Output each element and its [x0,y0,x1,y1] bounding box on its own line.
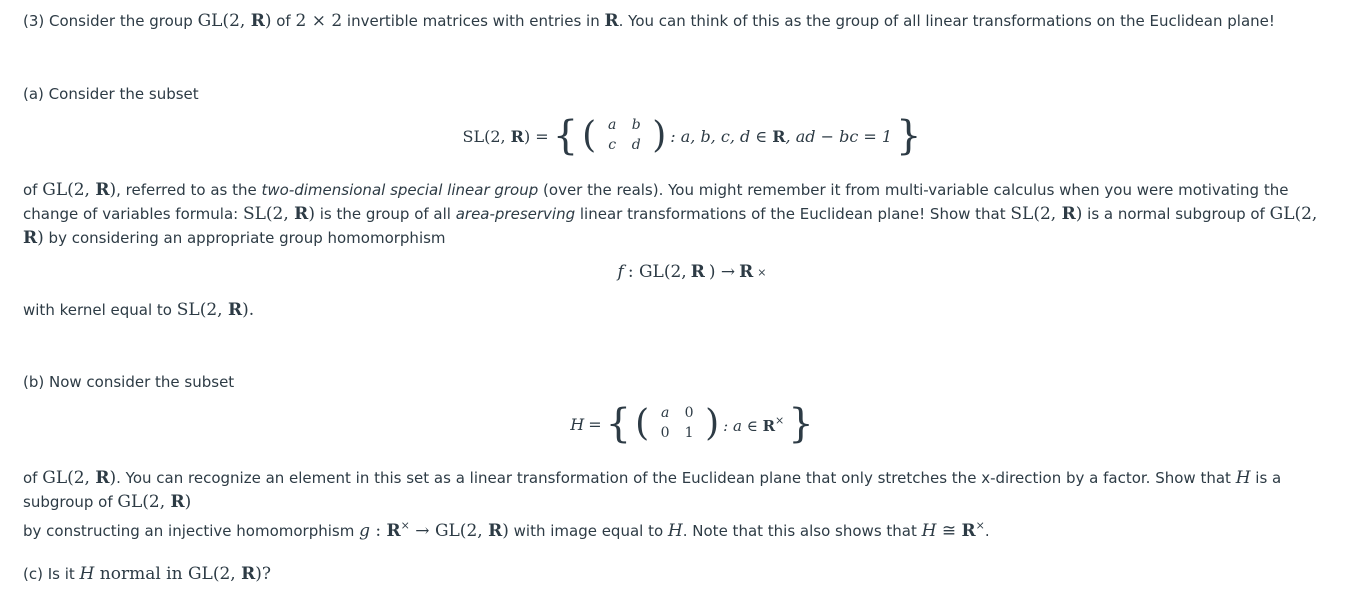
part-b-heading: (b) Now consider the subset [23,373,235,391]
kernel-line: with kernel equal to SL(2, R). [23,300,255,320]
map-f-display: f : GL(2, R ) → R × [617,262,767,282]
math-dims: 2 × 2 [295,11,343,31]
sl2-definition [0,113,1364,159]
sl-lhs: SL(2, R) = [462,126,549,146]
right-paren: ) [705,403,720,444]
math-reals: R [604,11,619,31]
math-gl: GL(2, R) [197,11,272,31]
title-text: (3) Consider the group [23,12,198,30]
title-text: of [271,12,296,30]
part-b-paragraph: of GL(2, R). You can recognize an element in this set as a linear transformation of the Euclidean plane that only stretches the x-direction by a factor. Show that H is a subgroup of GL(2, R) by constructing an injective homomorphism g : R× → GL(2, R) with image equal to H. Note that this also shows that H ≅ R×. [23,468,1282,541]
matrix-a001: a 0 0 1 [660,405,694,441]
left-brace: { [552,113,579,159]
left-brace: { [605,401,632,447]
right-brace: } [896,113,922,159]
part-a-heading: (a) Consider the subset [23,85,199,103]
left-paren: ( [635,403,650,444]
left-paren: ( [582,115,597,156]
problem-title [23,11,1275,31]
matrix-abcd: a b c d [608,117,641,153]
h-definition: H = { ( a 0 0 1 ) : a ∈ R× } [570,401,814,447]
right-paren: ) [652,115,667,156]
part-a-paragraph: of GL(2, R), referred to as the two-dimensional special linear group (over the reals). You might remember it from multi-variable calculus when you were motivating the change of variables formula: SL(2, R) is the group of all area-preserving linear transformations of the Euclidean plane! Show that SL(2, R) is a normal subgroup of GL(2, R) by considering an appropriate group homomorphism [23,180,1318,248]
right-brace: } [788,401,814,447]
title-text: invertible matrices with entries in [342,12,605,30]
h-condition: : a ∈ R× [723,413,785,435]
part-c-question: (c) Is it H normal in GL(2, R)? [23,564,271,584]
sl-condition: : a, b, c, d ∈ R, ad − bc = 1 [670,126,893,146]
title-text: . You can think of this as the group of all linear transformations on the Euclidean plane! [618,12,1275,30]
